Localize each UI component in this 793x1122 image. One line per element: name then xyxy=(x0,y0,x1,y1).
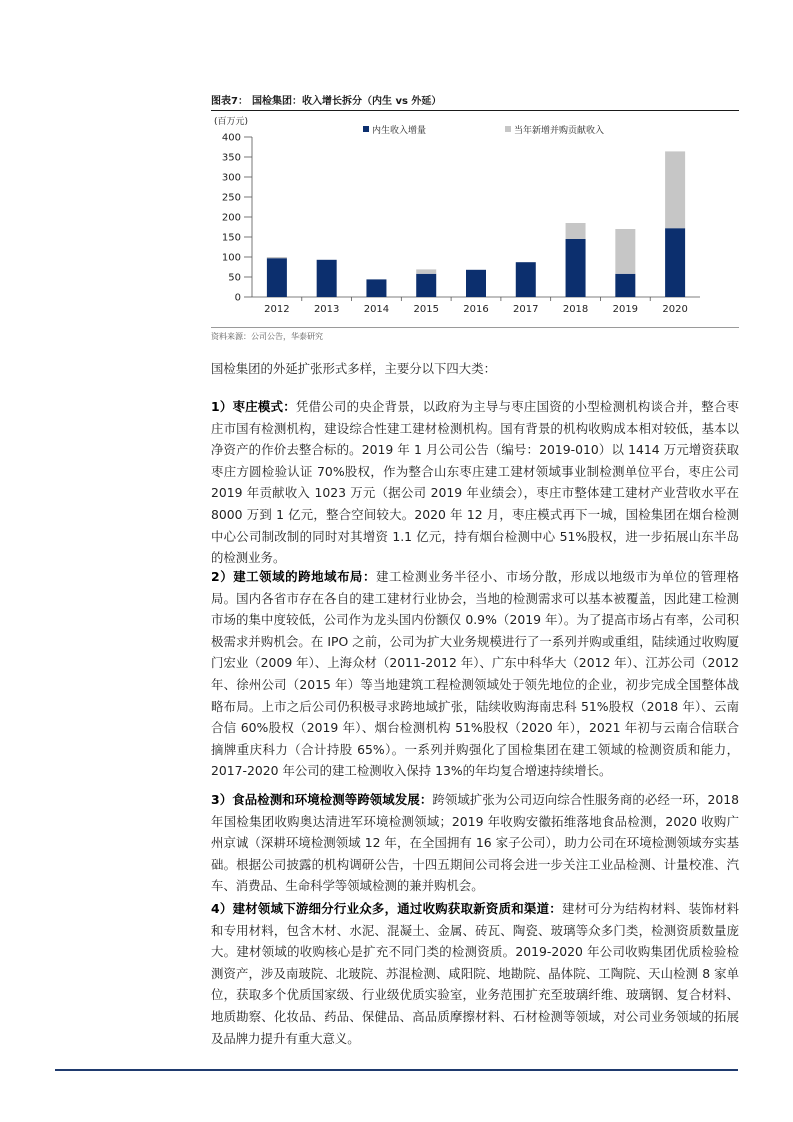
y-axis-unit-label: (百万元) xyxy=(214,117,249,127)
y-tick-label: 300 xyxy=(221,172,241,184)
bar-organic-2015 xyxy=(416,274,436,297)
y-tick-label: 250 xyxy=(221,192,241,204)
bar-acquisition-2018 xyxy=(566,223,586,239)
bar-organic-2016 xyxy=(466,270,486,297)
y-tick-label: 150 xyxy=(221,232,241,244)
x-tick-label: 2015 xyxy=(413,304,439,315)
x-tick-label: 2013 xyxy=(313,304,340,315)
x-tick-label: 2017 xyxy=(513,304,539,315)
revenue-breakdown-chart xyxy=(205,112,735,324)
bar-organic-2017 xyxy=(516,262,536,297)
x-tick-label: 2020 xyxy=(662,304,688,315)
bar-organic-2012 xyxy=(267,258,287,297)
paragraph-building-materials xyxy=(211,898,739,1049)
paragraph-text: 建材可分为结构材料、装饰材料和专用材料，包含木材、水泥、混凝土、金属、砖瓦、陶瓷、玻璃等众多门类，检测资质数量庞大。建材领域的收购核心是扩充不同门类的检测资质。2019-2020 年公司收购集团优质检验检测资产，涉及南玻院、北玻院、苏混检测、咸阳院、地勘院、晶体院、工陶院、天山检测 8 家单位，获取多个优质国家级、行业级优质实验室，业务范围扩充至玻璃纤维、玻璃钢、复合材料、地质勘察、化妆品、药品、保健品、高品质摩擦材料、石材检测等领域，对公司业务领域的拓展及品牌力提升有重大意义。 xyxy=(211,901,740,1046)
paragraph-zaozhuang-model xyxy=(211,396,739,569)
paragraph-text: 建工检测业务半径小、市场分散，形成以地级市为单位的管理格局。国内各省市存在各自的建工建材行业协会，当地的检测需求可以基本被覆盖，因此建工检测市场的集中度较低，公司作为龙头国内份额仅 0.9%（2019 年）。为了提高市场占有率，公司积极需求并购机会。在 IPO 之前，公司为扩大业务规模进行了一系列并购或重组，陆续通过收购厦门宏业（2009 年）、上海众材（2011-2012 年）、广东中科华大（2012 年）、江苏公司（2012 年、徐州公司（2015 年）等当地建筑工程检测领域处于领先地位的企业，初步完成全国整体战略布局。上市之后公司仍积极寻求跨地域扩张，陆续收购海南忠科 51%股权（2018 年）、云南合信 60%股权（2019 年）、烟台检测机构 51%股权（2020 年），2021 年初与云南合信联合摘牌重庆科力（合计持股 65%）。一系列并购强化了国检集团在建工领域的检测资质和能力，2017-2020 年公司的建工检测收入保持 13%的年均复合增速持续增长。 xyxy=(211,569,739,779)
bar-organic-2014 xyxy=(366,279,386,297)
y-tick-label: 0 xyxy=(234,292,241,304)
figure-source: 资料来源：公司公告，华泰研究 xyxy=(211,327,739,342)
bar-acquisition-2019 xyxy=(615,229,635,274)
x-tick-label: 2016 xyxy=(463,304,489,315)
paragraph-cross-domain xyxy=(211,789,739,897)
intro-paragraph: 国检集团的外延扩张形式多样，主要分以下四大类： xyxy=(211,361,496,376)
bar-organic-2013 xyxy=(317,260,337,297)
legend-swatch xyxy=(505,126,511,132)
bar-organic-2019 xyxy=(615,274,635,297)
paragraph-text: 跨领域扩张为公司迈向综合性服务商的必经一环，2018 年国检集团收购奥达清进军环境检测领域；2019 年收购安徽拓维落地食品检测，2020 收购广州京诚（深耕环境检测领域 12 年，在全国拥有 16 家子公司），助力公司在环境检测领域夯实基础。根据公司披露的机构调研公告，十四五期间公司将会进一步关注工业品检测、计量校准、汽车、消费品、生命科学等领域检测的兼并购机会。 xyxy=(211,792,739,894)
x-tick-label: 2019 xyxy=(612,304,639,315)
bar-acquisition-2020 xyxy=(665,151,685,228)
x-tick-label: 2014 xyxy=(363,304,390,315)
paragraph-lead: 2）建工领域的跨地域布局： xyxy=(211,569,377,584)
footer-divider xyxy=(55,1069,738,1071)
bar-acquisition-2012 xyxy=(267,257,287,258)
paragraph-lead: 1）枣庄模式： xyxy=(211,399,296,414)
y-tick-label: 200 xyxy=(221,212,241,224)
paragraph-lead: 3）食品检测和环境检测等跨领域发展： xyxy=(211,792,433,807)
paragraph-lead: 4）建材领域下游细分行业众多，通过收购获取新资质和渠道： xyxy=(211,901,562,916)
figure-title-text: 国检集团：收入增长拆分（内生 vs 外延） xyxy=(251,96,442,107)
x-tick-label: 2012 xyxy=(264,304,290,315)
legend-swatch xyxy=(363,126,369,132)
bar-organic-2018 xyxy=(566,239,586,297)
y-tick-label: 400 xyxy=(221,132,241,144)
x-tick-label: 2018 xyxy=(562,304,589,315)
y-tick-label: 100 xyxy=(221,252,241,264)
y-tick-label: 50 xyxy=(228,272,241,284)
bar-organic-2020 xyxy=(665,228,685,297)
figure-label: 图表7： xyxy=(211,96,248,107)
bar-acquisition-2015 xyxy=(416,269,436,273)
paragraph-cross-region xyxy=(211,566,739,782)
paragraph-text: 凭借公司的央企背景，以政府为主导与枣庄国资的小型检测机构谈合并，整合枣庄市国有检测机构，建设综合性建工建材检测机构。国有背景的机构收购成本相对较低，基本以净资产的作价去整合标的。2019 年 1 月公司公告（编号：2019-010）以 1414 万元增资获取枣庄方圆检验认证 70%股权，作为整合山东枣庄建工建材领域事业制检测单位平台，枣庄公司 2019 年贡献收入 1023 万元（据公司 2019 年业绩会），枣庄市整体建工建材产业营收水平在 8000 万到 1 亿元，整合空间较大。2020 年 12 月，枣庄模式再下一城，国检集团在烟台检测中心公司制改制的同时对其增资 1.1 亿元，持有烟台检测中心 51%股权，进一步拓展山东半岛的检测业务。 xyxy=(211,399,739,566)
legend-label: 内生收入增量 xyxy=(372,126,427,136)
figure-title xyxy=(211,92,739,111)
legend-label: 当年新增并购贡献收入 xyxy=(514,126,605,136)
y-tick-label: 350 xyxy=(221,152,241,164)
